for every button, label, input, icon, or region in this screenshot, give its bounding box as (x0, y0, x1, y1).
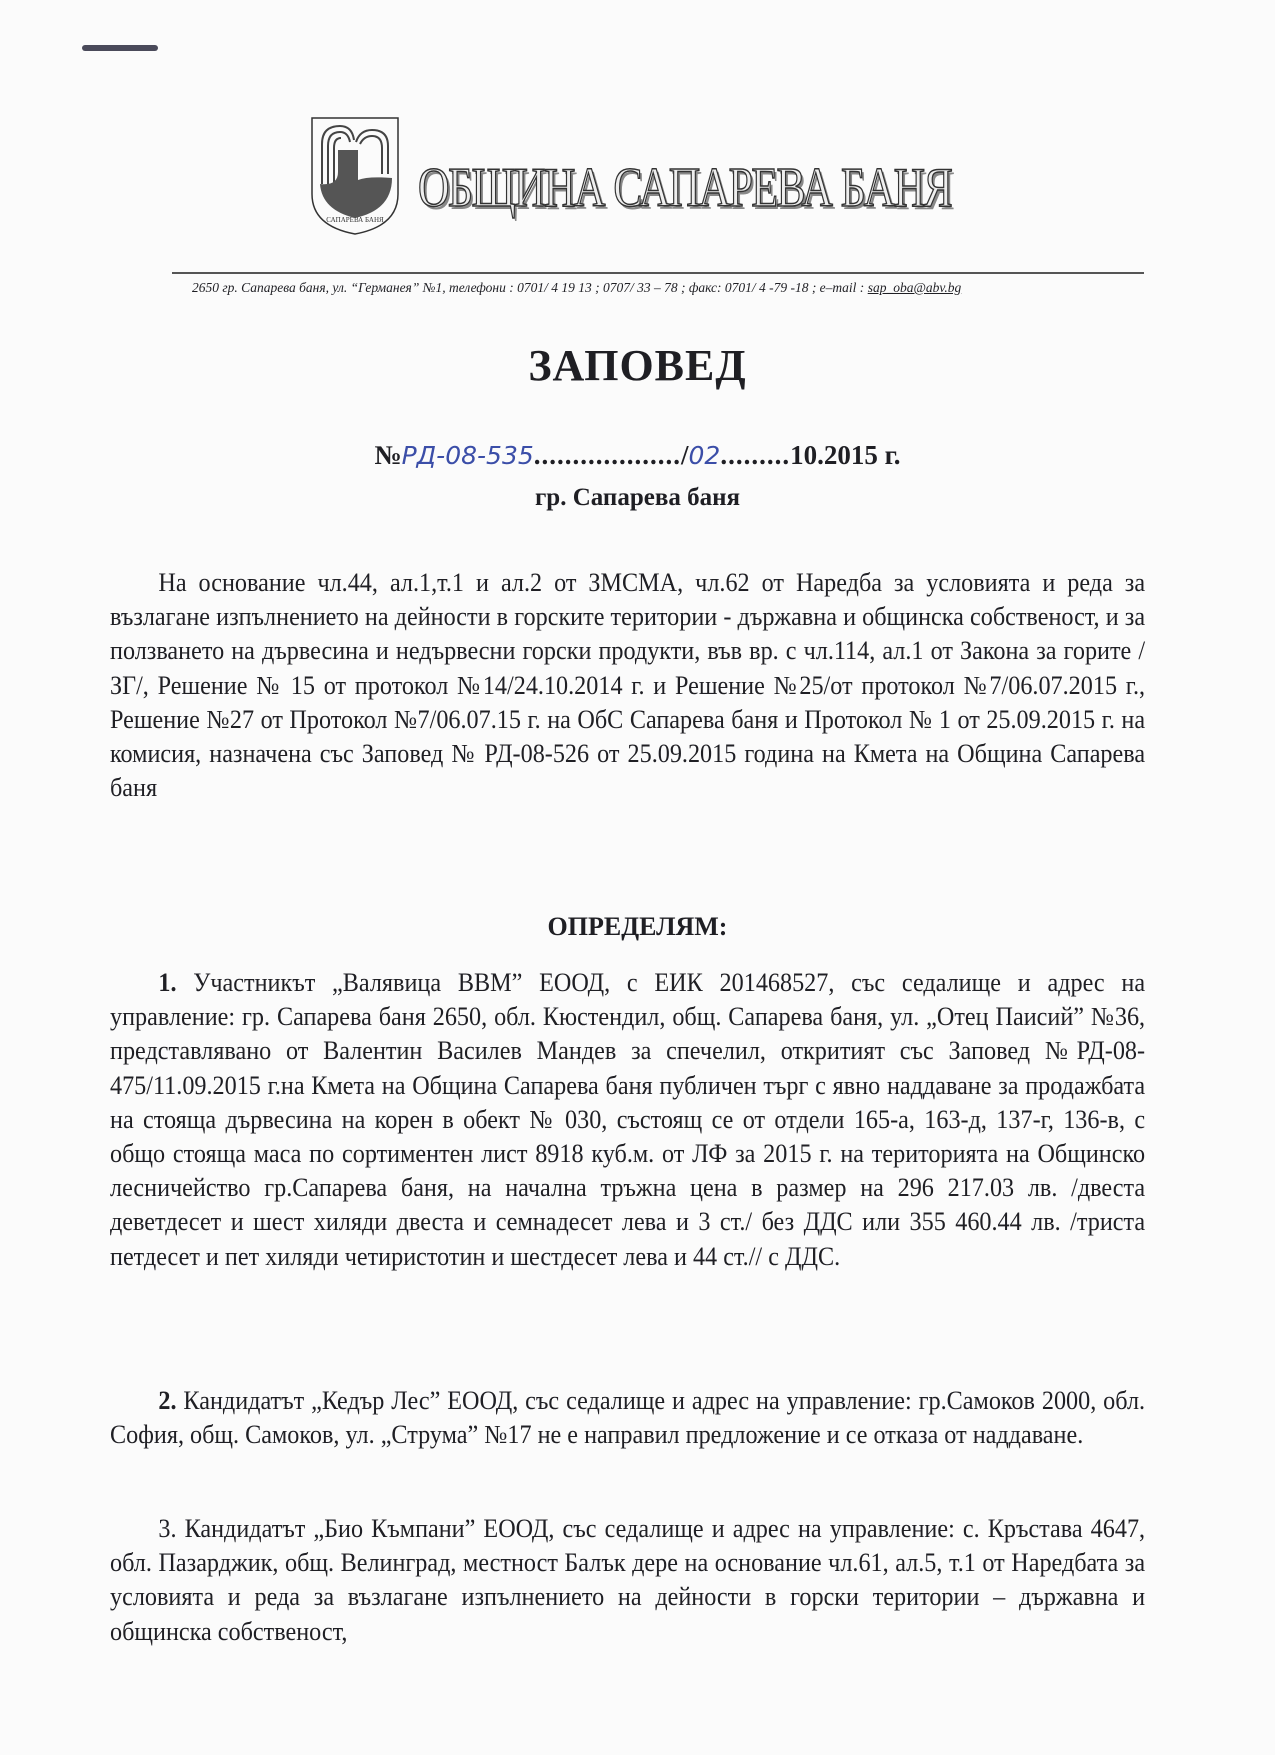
handwritten-number: РД-08-535 (401, 441, 534, 470)
item-number: 3. (158, 1514, 177, 1543)
handwritten-day: 02 (688, 441, 721, 470)
order-number (0, 440, 1275, 471)
decree-item-1 (110, 966, 1145, 1274)
date-separator: / (681, 440, 689, 470)
address-text: 2650 гр. Сапарева баня, ул. “Германея” №1, телефони : 0701/ 4 19 13 ; 0707/ 33 – 78 ; факс: 0701/ 4 -79 -18 ; e–mail : (192, 280, 868, 295)
document-title: ЗАПОВЕД (528, 341, 747, 390)
date-dots: ......... (720, 440, 791, 470)
svg-text:САПАРЕВА БАНЯ: САПАРЕВА БАНЯ (326, 216, 384, 224)
issue-city: гр. Сапарева баня (534, 484, 741, 511)
preamble-text: На основание чл.44, ал.1,т.1 и ал.2 от ЗМСМА, чл.62 от Наредба за условията и реда за възлагане изпълнението на дейности в горските територии - държавна и общинска собственост, и за ползването на дървесина и недървесни горски продукти, във вр. с чл.114, ал.1 от Закона за горите /ЗГ/, Решение № 15 от протокол №14/24.10.2014 г. и Решение №25/от протокол №7/06.07.2015 г., Решение №27 от Протокол №7/06.07.15 г. на ОбС Сапарева баня и Протокол № 1 от 25.09.2015 г. на комисия, назначена със Заповед № РД-08-526 от 25.09.2015 година на Кмета на Община Сапарева баня (110, 568, 1146, 803)
organization-name: ОБЩИНА САПАРЕВА БАНЯ (418, 157, 952, 219)
decree-item-3 (110, 1512, 1145, 1649)
item-number: 2. (158, 1386, 177, 1415)
email-link[interactable]: sap_oba@abv.bg (867, 280, 962, 295)
item-number: 1. (158, 968, 177, 997)
preamble-paragraph (110, 566, 1145, 805)
letterhead-divider (172, 272, 1144, 274)
number-dots: ................... (533, 440, 682, 470)
letterhead-address (192, 280, 1172, 296)
item-text: Кандидатът „Био Къмпани” ЕООД, със седалище и адрес на управление: с. Кръстава 4647, обл. Пазарджик, общ. Велинград, местност Балък дере на основание чл.61, ал.5, т.1 от Наредбата за условията и реда за възлагане изпълнението на дейности в горски територии – държавна и общинска собственост, (110, 1514, 1146, 1646)
decree-heading: ОПРЕДЕЛЯМ: (547, 912, 728, 941)
pen-mark (82, 45, 158, 51)
item-text: Кандидатът „Кедър Лес” ЕООД, със седалище и адрес на управление: гр.Самоков 2000, обл. София, общ. Самоков, ул. „Струма” №17 не е направил предложение и се отказа от наддаване. (110, 1386, 1146, 1450)
municipality-crest-icon (308, 114, 402, 236)
item-text: Участникът „Валявица ВВМ” ЕООД, с ЕИК 201468527, със седалище и адрес на управление: гр. Сапарева баня 2650, обл. Кюстендил, общ. Сапарева баня, ул. „Отец Паисий” №36, представлявано от Валентин Василев Мандев за спечелил, откритият със Заповед №РД-08-475/11.09.2015 г.на Кмета на Община Сапарева баня публичен търг с явно наддаване за продажбата на стояща дървесина на корен в обект № 030, състоящ се от отдели 165-а, 163-д, 137-г, 136-в, с общо стояща маса по сортиментен лист 8918 куб.м. от ЛФ за 2015 г. на територията на Общинско лесничейство гр.Сапарева баня, на начална тръжна цена в размер на 296 217.03 лв. /двеста деветдесет и шест хиляди двеста и семнадесет лева и 3 ст./ без ДДС или 355 460.44 лв. /триста петдесет и пет хиляди четиристотин и шестдесет лева и 44 ст.// с ДДС. (110, 968, 1146, 1271)
date-suffix: 10.2015 г. (790, 440, 901, 470)
number-sign: № (374, 440, 402, 470)
decree-item-2 (110, 1384, 1145, 1452)
